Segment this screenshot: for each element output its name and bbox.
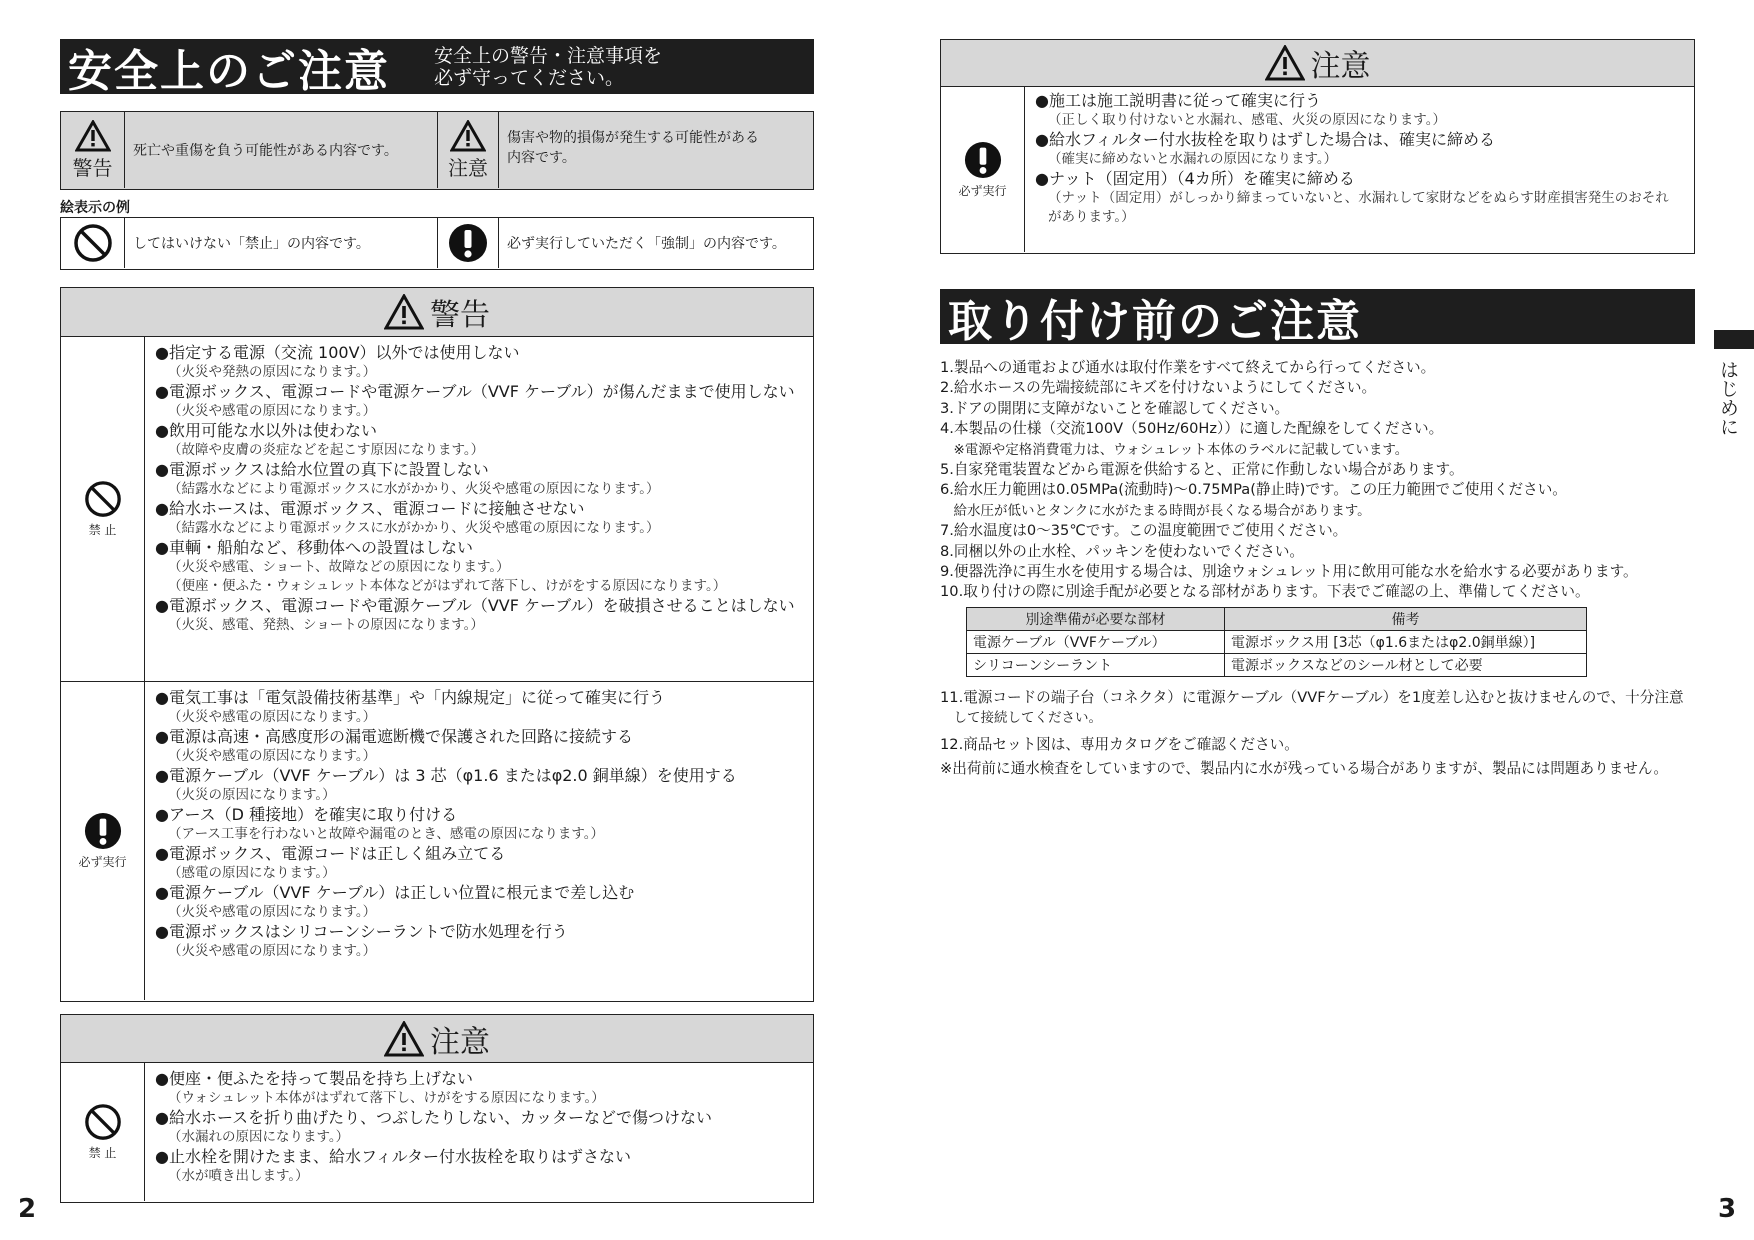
warning-prohibit-row — [61, 337, 813, 682]
list-item-note: （火災や感電の原因になります。） — [168, 403, 377, 419]
page-title: 安全上のご注意 — [68, 45, 390, 97]
list-item: ※出荷前に通水検査をしていますので、製品内に水が残っている場合がありますが、製品には問題ありません。 — [940, 760, 1668, 778]
caution-section-right — [940, 39, 1695, 254]
table-header-cell: 備考 — [1225, 608, 1587, 631]
list-item-note: （火災や感電の原因になります。） — [168, 709, 377, 725]
list-item-note: （水が噴き出します。） — [168, 1168, 309, 1184]
page-number-right: 3 — [1718, 1194, 1737, 1224]
left-title-bar — [60, 39, 814, 97]
list-item: 6.給水圧力範囲は0.05MPa(流動時)～0.75MPa(静止時)です。この圧力範囲でご使用ください。 — [940, 481, 1567, 499]
caution-triangle-icon — [384, 1021, 424, 1057]
list-item: ●飲用可能な水以外は使わない — [155, 421, 377, 440]
list-item: ●ナット（固定用）（4カ所）を確実に締める — [1035, 169, 1355, 188]
required-parts-table — [966, 607, 1587, 677]
list-item-note: （火災の原因になります。） — [168, 787, 336, 803]
list-item: ●指定する電源（交流 100V）以外では使用しない — [155, 343, 520, 362]
prohibit-caption: 禁 止 — [88, 1146, 117, 1160]
list-item: ※電源や定格消費電力は、ウォシュレット本体のラベルに記載しています。 — [940, 441, 1409, 458]
list-item: ●便座・便ふたを持って製品を持ち上げない — [155, 1069, 473, 1088]
list-item: ●電源ボックスは給水位置の真下に設置しない — [155, 460, 489, 479]
list-item: して接続してください。 — [940, 710, 1102, 727]
pre-install-after-list — [940, 688, 1700, 780]
list-item-note: （感電の原因になります。） — [168, 865, 336, 881]
list-item: ●止水栓を開けたまま、給水フィルター付水抜栓を取りはずさない — [155, 1147, 632, 1166]
list-item-note: （火災や感電の原因になります。） — [168, 748, 377, 764]
list-item-note: （確実に締めないと水漏れの原因になります。） — [1048, 151, 1338, 167]
warning-prohibit-items — [155, 343, 805, 635]
pre-install-title: 取り付け前のご注意 — [948, 295, 1362, 347]
caution-mandatory-icon-cell — [941, 87, 1025, 252]
list-item-note: （結露水などにより電源ボックスに水がかかり、火災や感電の原因になります。） — [168, 481, 660, 497]
legend-warning-text: 死亡や重傷を負う可能性がある内容です。 — [133, 143, 398, 159]
list-item-note: （火災や感電の原因になります。） — [168, 904, 377, 920]
list-item: 2.給水ホースの先端接続部にキズを付けないようにしてください。 — [940, 379, 1377, 397]
list-item: ●電源ケーブル（VVF ケーブル）は正しい位置に根元まで差し込む — [155, 883, 635, 902]
table-header-row — [967, 608, 1587, 631]
pre-install-title-bar — [940, 289, 1695, 347]
legend-caution-text: 傷害や物的損傷が発生する可能性がある 内容です。 — [507, 130, 759, 166]
list-item-note: （ウォシュレット本体がはずれて落下し、けがをする原因になります。） — [168, 1090, 605, 1106]
list-item: ●電気工事は「電気設備技術基準」や「内線規定」に従って確実に行う — [155, 688, 665, 707]
caution-prohibit-row — [61, 1063, 813, 1201]
symbol-heading: 絵表示の例 — [60, 200, 130, 216]
symbol-mandatory-text: 必ず実行していただく「強制」の内容です。 — [507, 236, 786, 252]
list-item: 12.商品セット図は、専用カタログをご確認ください。 — [940, 735, 1299, 753]
list-item-note: （火災や発熱の原因になります。） — [168, 364, 377, 380]
table-cell: 電源ボックス用 [3芯（φ1.6またはφ2.0銅単線）] — [1225, 631, 1587, 654]
list-item-note: （火災、感電、発熱、ショートの原因になります。） — [168, 617, 484, 633]
list-item-note: （故障や皮膚の炎症などを起こす原因になります。） — [168, 442, 485, 458]
side-tab-label: はじめに — [1717, 360, 1739, 436]
legend-warning-label: 警告 — [72, 155, 113, 180]
list-item: ●電源ボックス、電源コードや電源ケーブル（VVF ケーブル）が傷んだままで使用しない — [155, 382, 795, 401]
symbol-example-box — [60, 217, 814, 270]
caution-section-title: 注意 — [1310, 49, 1371, 84]
symbol-prohibit-cell — [61, 218, 125, 268]
caution-section-header — [941, 40, 1694, 87]
list-item: ●施工は施工説明書に従って確実に行う — [1035, 91, 1321, 110]
list-item: 3.ドアの開閉に支障がないことを確認してください。 — [940, 399, 1290, 417]
warning-section-title: 警告 — [430, 298, 490, 333]
list-item-note: （正しく取り付けないと水漏れ、感電、火災の原因になります。） — [1048, 112, 1446, 128]
list-item: ●アース（D 種接地）を確実に取り付ける — [155, 805, 458, 824]
caution-prohibit-icon-cell — [61, 1063, 145, 1201]
warning-mandatory-items — [155, 688, 805, 961]
prohibit-icon — [84, 1103, 122, 1141]
list-item: 1.製品への通電および通水は取付作業をすべて終えてから行ってください。 — [940, 359, 1436, 376]
page-subtitle: 安全上の警告・注意事項を 必ず守ってください。 — [434, 44, 663, 89]
list-item: ●給水ホースは、電源ボックス、電源コードに接触させない — [155, 499, 585, 518]
list-item-note: があります。） — [1048, 209, 1135, 225]
prohibit-icon — [84, 480, 122, 518]
caution-triangle-icon — [1265, 45, 1305, 81]
legend-box — [60, 111, 814, 190]
warning-mandatory-icon-cell — [61, 682, 145, 1000]
legend-caution-label: 注意 — [448, 155, 488, 180]
prohibit-icon — [73, 223, 113, 263]
list-item: ●車輌・船舶など、移動体への設置はしない — [155, 538, 473, 557]
warning-prohibit-icon-cell — [61, 337, 145, 681]
list-item: 11.電源コードの端子台（コネクタ）に電源ケーブル（VVFケーブル）を1度差し込むと抜けませんので、十分注意 — [940, 689, 1684, 706]
list-item: 9.便器洗浄に再生水を使用する場合は、別途ウォシュレット用に飲用可能な水を給水する必要があります。 — [940, 563, 1638, 581]
list-item-note: （結露水などにより電源ボックスに水がかかり、火災や感電の原因になります。） — [168, 520, 660, 536]
caution-mandatory-row — [941, 87, 1694, 252]
list-item: 4.本製品の仕様（交流100V（50Hz/60Hz））に適した配線をしてください。 — [940, 420, 1444, 438]
list-item: ●電源ボックス、電源コードは正しく組み立てる — [155, 844, 506, 863]
side-tab — [1714, 330, 1754, 349]
list-item: ●給水フィルター付水抜栓を取りはずした場合は、確実に締める — [1035, 130, 1496, 149]
table-cell: シリコーンシーラント — [967, 654, 1225, 677]
caution-section-left — [60, 1014, 814, 1203]
mandatory-icon — [964, 141, 1002, 179]
symbol-mandatory-cell — [437, 218, 499, 268]
mandatory-icon — [448, 223, 488, 263]
warning-triangle-icon — [384, 294, 424, 330]
list-item-note: （火災や感電の原因になります。） — [168, 943, 377, 959]
mandatory-caption: 必ず実行 — [78, 855, 127, 869]
caution-left-items — [155, 1069, 805, 1186]
mandatory-icon — [84, 812, 122, 850]
table-row — [967, 654, 1587, 677]
list-item: 8.同梱以外の止水栓、パッキンを使わないでください。 — [940, 542, 1305, 560]
warning-section-header — [61, 288, 813, 337]
list-item: 10.取り付けの際に別途手配が必要となる部材があります。下表でご確認の上、準備してください。 — [940, 583, 1590, 601]
list-item: ●電源ケーブル（VVF ケーブル）は 3 芯（φ1.6 またはφ2.0 銅単線）を使用する — [155, 766, 737, 785]
prohibit-caption: 禁 止 — [88, 523, 117, 537]
symbol-prohibit-text: してはいけない「禁止」の内容です。 — [133, 236, 370, 252]
caution-triangle-icon — [450, 120, 486, 152]
caution-section-header — [61, 1015, 813, 1063]
list-item: ●給水ホースを折り曲げたり、つぶしたりしない、カッターなどで傷つけない — [155, 1108, 713, 1127]
list-item: 7.給水温度は0～35℃です。この温度範囲でご使用ください。 — [940, 522, 1348, 540]
list-item-note: （便座・便ふた・ウォシュレット本体などがはずれて落下し、けがをする原因になります。） — [168, 578, 727, 594]
list-item: ●電源は高速・高感度形の漏電遮断機で保護された回路に接続する — [155, 727, 633, 746]
list-item-note: （水漏れの原因になります。） — [168, 1129, 350, 1145]
warning-mandatory-row — [61, 682, 813, 1000]
list-item-note: （アース工事を行わないと故障や漏電のとき、感電の原因になります。） — [168, 826, 605, 842]
legend-warning-icon-cell — [61, 112, 125, 188]
warning-triangle-icon — [75, 120, 111, 152]
caution-section-title: 注意 — [430, 1024, 490, 1060]
list-item-note: （火災や感電、ショート、故障などの原因になります。） — [168, 559, 510, 575]
list-item-note: （ナット（固定用）がしっかり締まっていないと、水漏れして家財などをぬらす財産損害発生のおそれ — [1048, 190, 1669, 206]
table-cell: 電源ボックスなどのシール材として必要 — [1225, 654, 1587, 677]
table-row — [967, 631, 1587, 654]
pre-install-list — [940, 358, 1700, 603]
list-item: ●電源ボックスはシリコーンシーラントで防水処理を行う — [155, 922, 568, 941]
list-item: ●電源ボックス、電源コードや電源ケーブル（VVF ケーブル）を破損させることはしない — [155, 596, 795, 615]
page-number-left: 2 — [18, 1194, 37, 1224]
list-item: 給水圧が低いとタンクに水がたまる時間が長くなる場合があります。 — [940, 502, 1371, 519]
mandatory-caption: 必ず実行 — [958, 183, 1007, 198]
list-item: 5.自家発電装置などから電源を供給すると、正常に作動しない場合があります。 — [940, 461, 1464, 479]
legend-caution-icon-cell — [437, 112, 499, 188]
table-header-cell: 別途準備が必要な部材 — [967, 608, 1225, 631]
table-cell: 電源ケーブル（VVFケーブル） — [967, 631, 1225, 654]
warning-section — [60, 287, 814, 1002]
caution-right-items — [1035, 91, 1686, 227]
